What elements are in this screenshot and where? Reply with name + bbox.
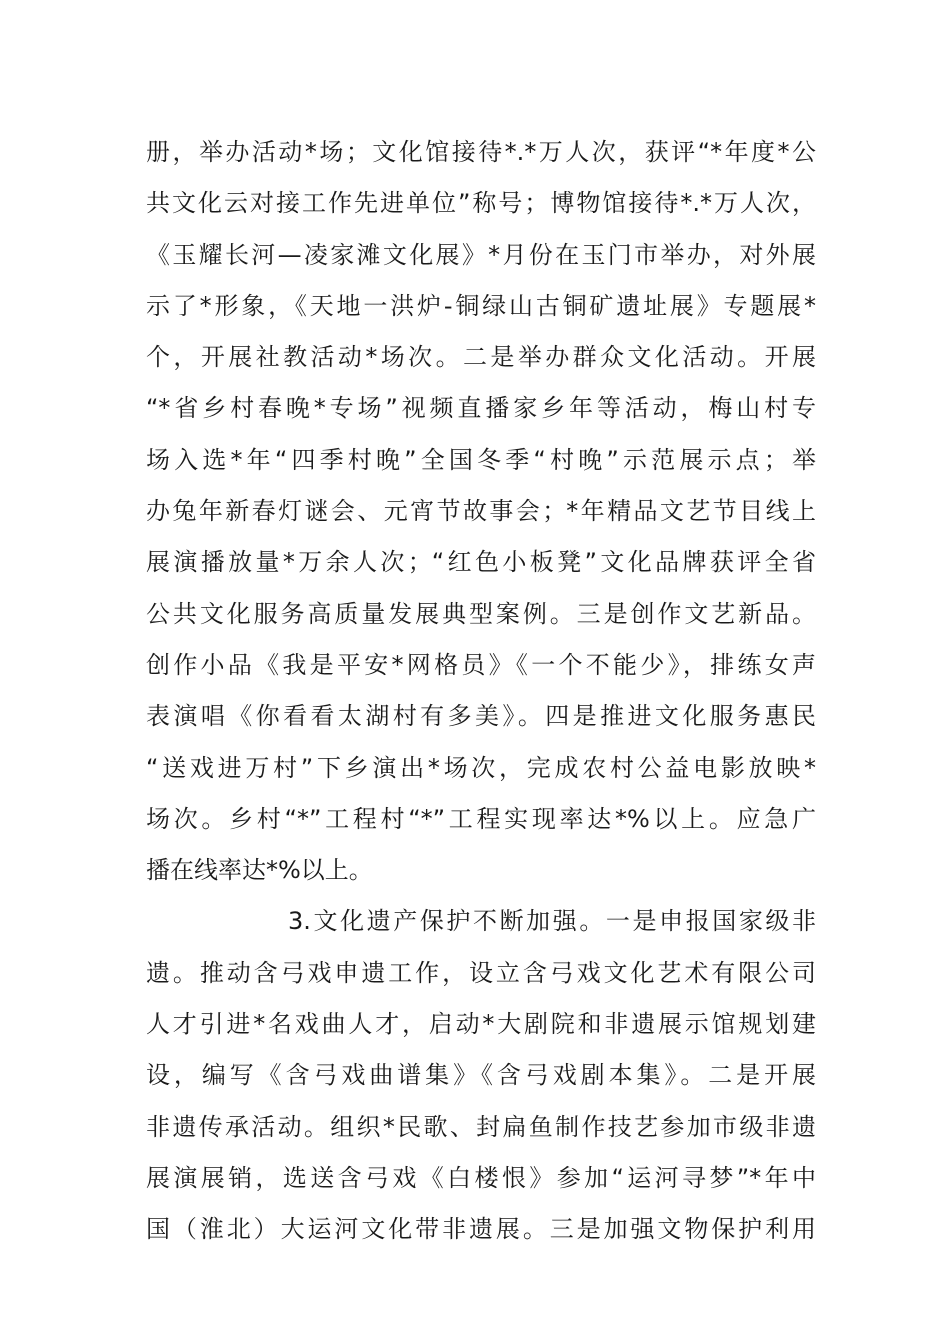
text-line: “*省乡村春晚*专场”视频直播家乡年等活动，梅山村专 <box>146 394 816 423</box>
text-line: 展演播放量*万余人次；“红色小板凳”文化品牌获评全省 <box>146 548 816 577</box>
text-line: 设，编写《含弓戏曲谱集》《含弓戏剧本集》。二是开展 <box>146 1061 816 1090</box>
text-line: 示了*形象，《天地一洪炉-铜绿山古铜矿遗址展》专题展* <box>146 291 816 320</box>
text-line: 场入选*年“四季村晚”全国冬季“村晚”示范展示点；举 <box>146 445 816 474</box>
text-line: 个，开展社教活动*场次。二是举办群众文化活动。开展 <box>146 343 816 372</box>
text-line: 播在线率达*%以上。 <box>146 856 373 885</box>
text-line: 展演展销，选送含弓戏《白楼恨》参加“运河寻梦”*年中 <box>146 1163 816 1192</box>
text-line: 人才引进*名戏曲人才，启动*大剧院和非遗展示馆规划建 <box>146 1010 816 1039</box>
text-line: 创作小品《我是平安*网格员》《一个不能少》，排练女声 <box>146 650 816 679</box>
text-line: 公共文化服务高质量发展典型案例。三是创作文艺新品。 <box>146 599 816 628</box>
section-heading-line: 3.文化遗产保护不断加强。一是申报国家级非 <box>288 907 816 936</box>
text-line: 表演唱《你看看太湖村有多美》。四是推进文化服务惠民 <box>146 702 816 731</box>
document-body <box>146 127 816 1256</box>
text-line: 国（淮北）大运河文化带非遗展。三是加强文物保护利用 <box>146 1215 816 1244</box>
text-line: “送戏进万村”下乡演出*场次，完成农村公益电影放映* <box>146 753 816 782</box>
text-line: 场次。乡村“*”工程村“*”工程实现率达*%以上。应急广 <box>146 804 816 833</box>
text-line: 共文化云对接工作先进单位”称号；博物馆接待*.*万人次， <box>146 189 816 218</box>
text-line: 遗。推动含弓戏申遗工作，设立含弓戏文化艺术有限公司 <box>146 958 816 987</box>
text-line: 办兔年新春灯谜会、元宵节故事会；*年精品文艺节目线上 <box>146 497 816 526</box>
text-line: 册，举办活动*场；文化馆接待*.*万人次，获评“*年度*公 <box>146 138 816 166</box>
text-line: 《玉耀长河—凌家滩文化展》*月份在玉门市举办，对外展 <box>146 240 816 269</box>
paragraph-1 <box>146 127 816 896</box>
text-line: 非遗传承活动。组织*民歌、封扁鱼制作技艺参加市级非遗 <box>146 1112 816 1141</box>
paragraph-2 <box>146 896 816 1255</box>
